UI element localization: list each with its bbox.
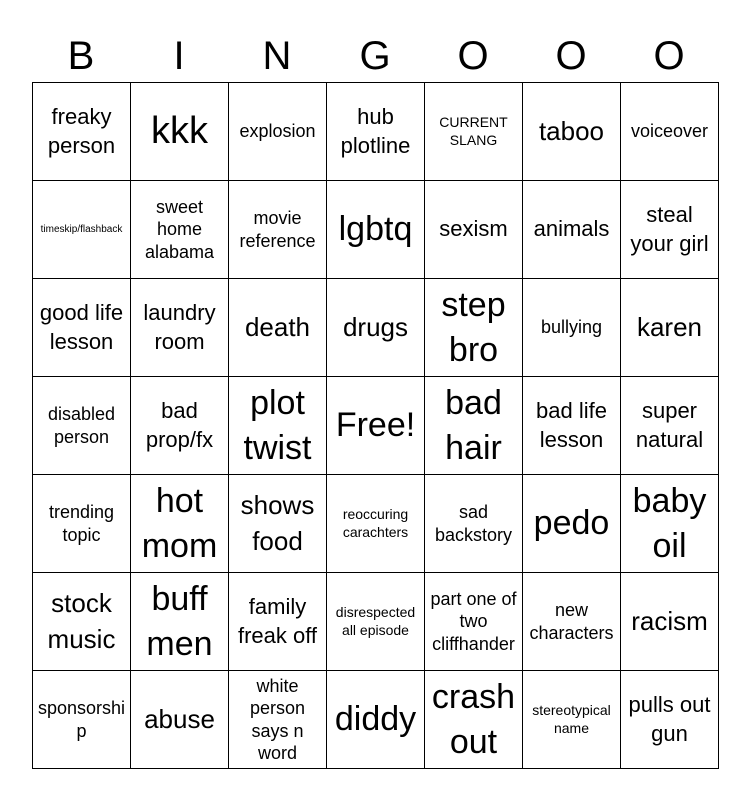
cell-text: white person says n word xyxy=(249,675,306,763)
bingo-cell[interactable] xyxy=(33,377,131,475)
cell-text: super natural xyxy=(635,397,704,452)
cell-text: racism xyxy=(631,605,708,636)
bingo-cell[interactable] xyxy=(33,83,131,181)
cell-text: laundry room xyxy=(143,299,216,354)
cell-text: new characters xyxy=(529,600,614,643)
bingo-cell[interactable] xyxy=(425,83,523,181)
bingo-cell[interactable] xyxy=(425,181,523,279)
bingo-cell[interactable] xyxy=(425,279,523,377)
cell-text: part one of two cliffhander xyxy=(430,588,517,654)
bingo-cell[interactable] xyxy=(229,181,327,279)
cell-text: baby oil xyxy=(632,482,707,565)
bingo-cell[interactable] xyxy=(131,377,229,475)
cell-text: hot mom xyxy=(141,482,218,565)
bingo-cell[interactable] xyxy=(523,671,621,769)
bingo-cell[interactable] xyxy=(229,83,327,181)
bingo-cell[interactable] xyxy=(523,181,621,279)
cell-text: steal your girl xyxy=(630,201,709,256)
cell-text: buff men xyxy=(146,580,213,663)
header-letter-o3: O xyxy=(653,34,685,78)
cell-text: bad life lesson xyxy=(536,397,607,452)
bingo-cell[interactable] xyxy=(621,279,719,377)
cell-text: pulls out gun xyxy=(628,691,711,746)
bingo-cell[interactable] xyxy=(33,671,131,769)
cell-text: lgbtq xyxy=(338,210,413,249)
header-letter-o1: O xyxy=(457,34,489,78)
cell-text: CURRENT SLANG xyxy=(439,114,508,148)
cell-text: family freak off xyxy=(237,593,318,648)
cell-text: bad prop/fx xyxy=(145,397,214,452)
cell-text: stock music xyxy=(47,588,116,654)
bingo-cell[interactable] xyxy=(327,475,425,573)
cell-text: step bro xyxy=(441,286,506,369)
cell-text: death xyxy=(244,311,311,342)
bingo-cell[interactable] xyxy=(229,475,327,573)
cell-text: disabled person xyxy=(47,404,116,447)
bingo-cell[interactable] xyxy=(621,671,719,769)
bingo-cell[interactable] xyxy=(131,573,229,671)
bingo-card xyxy=(32,30,720,769)
header-letter-n: N xyxy=(262,34,292,78)
cell-text: explosion xyxy=(239,121,316,142)
bingo-cell[interactable] xyxy=(33,475,131,573)
cell-text: movie reference xyxy=(239,208,316,251)
header-letter-o2: O xyxy=(555,34,587,78)
bingo-header xyxy=(32,30,720,82)
cell-text: stereotypical name xyxy=(532,702,611,736)
cell-text: sexism xyxy=(439,216,508,242)
cell-text: taboo xyxy=(538,115,605,146)
bingo-cell[interactable] xyxy=(229,573,327,671)
bingo-cell[interactable] xyxy=(229,671,327,769)
bingo-cell[interactable] xyxy=(523,573,621,671)
cell-text: sweet home alabama xyxy=(144,196,215,262)
cell-text: hub plotline xyxy=(340,103,411,158)
bingo-cell[interactable] xyxy=(621,181,719,279)
cell-text: bad hair xyxy=(445,384,502,467)
bingo-cell[interactable] xyxy=(621,573,719,671)
bingo-cell[interactable] xyxy=(425,671,523,769)
bingo-cell[interactable] xyxy=(327,671,425,769)
header-letter-g: G xyxy=(359,34,391,78)
bingo-cell[interactable] xyxy=(131,475,229,573)
cell-text: pedo xyxy=(533,504,610,543)
bingo-cell[interactable] xyxy=(33,181,131,279)
cell-text: drugs xyxy=(342,311,409,342)
cell-text: trending topic xyxy=(48,502,115,545)
bingo-cell[interactable] xyxy=(33,279,131,377)
bingo-cell[interactable] xyxy=(131,671,229,769)
bingo-cell[interactable] xyxy=(327,279,425,377)
bingo-cell[interactable] xyxy=(229,279,327,377)
header-letter-i: I xyxy=(173,34,185,78)
cell-text: abuse xyxy=(144,703,215,734)
bingo-cell[interactable] xyxy=(523,377,621,475)
free-space[interactable] xyxy=(327,377,425,475)
cell-text: reoccuring carachters xyxy=(342,506,409,540)
bingo-cell[interactable] xyxy=(131,83,229,181)
cell-text: voiceover xyxy=(630,121,709,142)
bingo-cell[interactable] xyxy=(131,279,229,377)
cell-text: bullying xyxy=(540,317,603,338)
bingo-cell[interactable] xyxy=(425,573,523,671)
bingo-cell[interactable] xyxy=(327,573,425,671)
bingo-cell[interactable] xyxy=(327,83,425,181)
cell-text: sponsorship xyxy=(37,698,126,741)
cell-text: disrespected all episode xyxy=(335,604,416,638)
cell-text: kkk xyxy=(151,109,208,152)
bingo-grid xyxy=(32,82,719,769)
bingo-cell[interactable] xyxy=(131,181,229,279)
cell-text: diddy xyxy=(334,700,417,739)
cell-text: good life lesson xyxy=(39,299,124,354)
cell-text: timeskip/flashback xyxy=(40,223,123,235)
cell-text: shows food xyxy=(240,490,315,556)
bingo-cell[interactable] xyxy=(425,377,523,475)
cell-text: sad backstory xyxy=(434,502,513,545)
bingo-cell[interactable] xyxy=(621,377,719,475)
bingo-cell[interactable] xyxy=(425,475,523,573)
header-letter-b: B xyxy=(67,34,95,78)
bingo-cell[interactable] xyxy=(33,573,131,671)
bingo-cell[interactable] xyxy=(229,377,327,475)
bingo-cell[interactable] xyxy=(621,475,719,573)
cell-text: crash out xyxy=(431,678,516,761)
bingo-cell[interactable] xyxy=(327,181,425,279)
cell-text: freaky person xyxy=(47,103,116,158)
cell-text: plot twist xyxy=(243,384,312,467)
bingo-cell[interactable] xyxy=(523,475,621,573)
bingo-cell[interactable] xyxy=(523,279,621,377)
bingo-cell[interactable] xyxy=(523,83,621,181)
bingo-cell[interactable] xyxy=(621,83,719,181)
cell-text: animals xyxy=(533,216,610,242)
cell-text: karen xyxy=(636,311,703,342)
cell-text: Free! xyxy=(335,406,416,445)
